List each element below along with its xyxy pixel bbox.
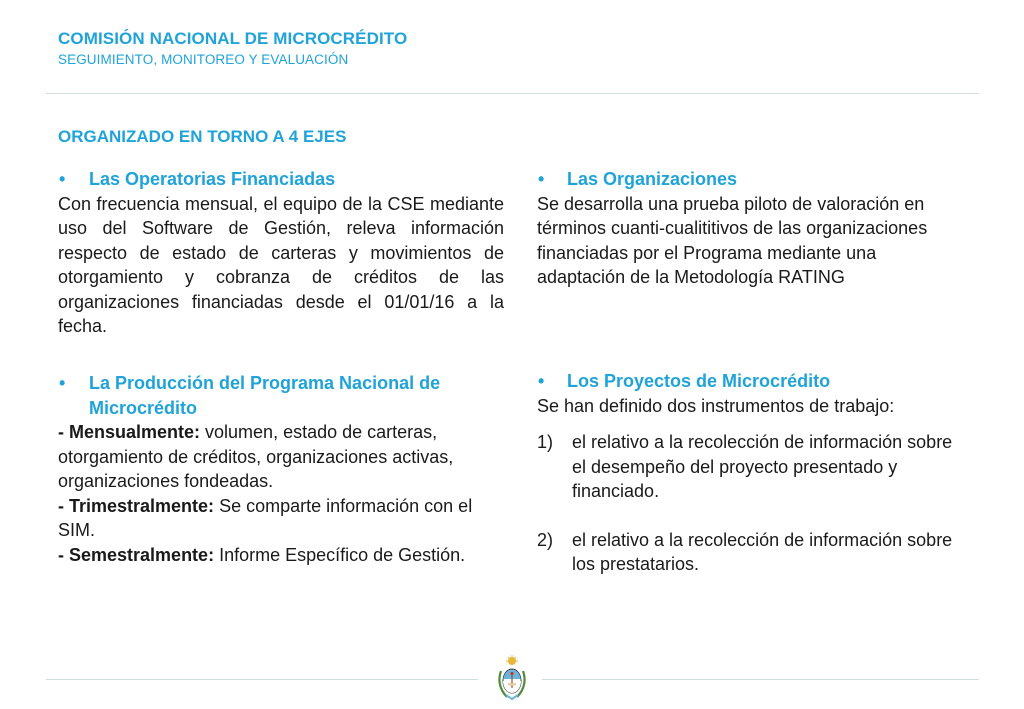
semestral-label: - Semestralmente: [58,544,215,565]
proyectos-item-1 [537,430,967,504]
bottom-divider-right [542,679,979,680]
proyectos-item-2 [537,528,967,577]
header-title: COMISIÓN NACIONAL DE MICROCRÉDITO [58,29,408,48]
organizaciones-block [537,167,967,290]
header-subtitle: SEGUIMIENTO, MONITOREO Y EVALUACIÓN [58,52,349,67]
bullet-dot: • [59,373,66,393]
top-divider [46,93,979,94]
proyectos-bullet-heading [537,369,967,394]
bullet-dot: • [538,169,545,189]
proyectos-block [537,369,967,577]
bullet-dot: • [538,371,545,391]
mensual-label: - Mensualmente: [58,422,201,442]
bottom-divider-left [46,679,478,680]
item-number: 2) [537,529,554,550]
proyectos-intro: Se han definido dos instrumentos de trabajo: [537,395,895,416]
item-text: el relativo a la recolección de información sobre los prestatarios. [572,529,953,574]
proyectos-title: Los Proyectos de Microcrédito [567,371,831,391]
organizaciones-bullet-heading [537,167,967,192]
produccion-item-mensual [58,420,504,494]
trimestral-label: - Trimestralmente: [58,495,215,516]
operatorias-body: Con frecuencia mensual, el equipo de la CSE mediante uso del Software de Gestión, releva información respecto de estado de carteras y movimientos de otorgamiento y cobranza de créditos de las organizaciones financiadas desde el 01/01/16 a la fecha. [58,193,504,336]
operatorias-title: Las Operatorias Financiadas [89,169,336,189]
produccion-item-semestral [58,543,504,568]
operatorias-block [58,167,504,339]
produccion-block [58,371,504,567]
bullet-dot: • [59,169,66,189]
trimestral-text: Se comparte información con el SIM. [58,495,473,540]
produccion-bullet-heading [58,371,504,420]
item-text: el relativo a la recolección de información sobre el desempeño del proyecto presentado y financiado. [572,432,953,501]
section-heading: ORGANIZADO EN TORNO A 4 EJES [58,127,347,146]
semestral-text: Informe Específico de Gestión. [214,544,466,565]
organizaciones-title: Las Organizaciones [567,169,738,189]
organizaciones-body: Se desarrolla una prueba piloto de valoración en términos cuanti-cualititivos de las organizaciones financiadas por el Programa mediante una adaptación de la Metodología RATING [537,193,928,287]
produccion-item-trimestral [58,494,504,543]
item-number: 1) [537,432,554,452]
produccion-title: La Producción del Programa Nacional de Microcrédito [89,373,441,418]
coat-of-arms-icon [496,655,528,701]
operatorias-bullet-heading [58,167,504,192]
mensual-text: volumen, estado de carteras, otorgamiento de créditos, organizaciones activas, organizaciones fondeadas. [58,422,454,491]
